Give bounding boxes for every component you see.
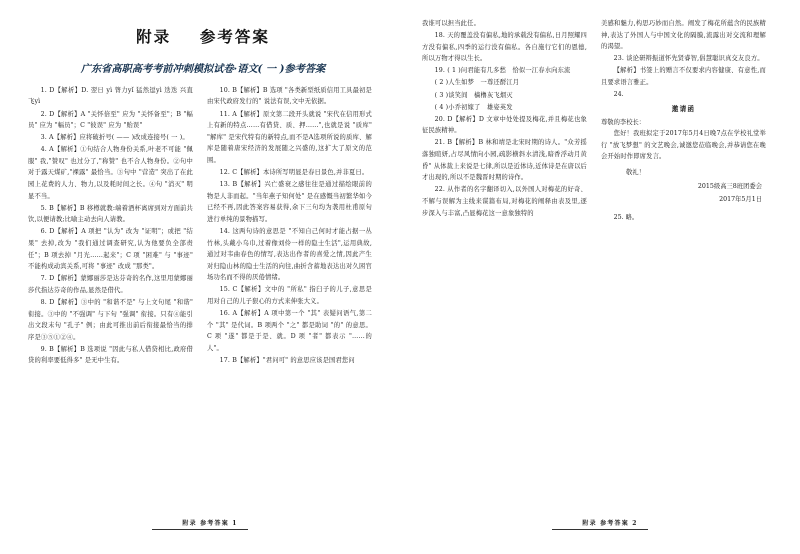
page-1-column-1 — [28, 85, 193, 517]
answer-entry: 11. A【解析】原文第二段开头就说 "宋代在信用形式上有新的特点……有借贷、质、押……",也就是说 "质库" "解库" 是宋代特有的新特点,而不是A选项所说的质库、解库是随着唐宋经济的发展随之兴盛的,这扩大了原文的范围。 — [207, 110, 372, 164]
answer-entry: 美感和魅力,构思巧妙而自然。阐发了梅花所蕴含的民族精神,表达了外国人与中国文化的隔膜,流露出对交流和理解的渴望。 — [601, 20, 766, 51]
page-2-column-1 — [422, 18, 587, 470]
letter-question-number: 24. — [613, 91, 624, 99]
answer-entry: 18. 天的覆盖没有偏私,地的承载没有偏私,日月照耀四方没有偏私,四季的运行没有偏私。各自施行它们的恩德,所以万物才得以生长。 — [422, 32, 587, 63]
letter-signature-date: 2017年5月1日 — [719, 196, 762, 204]
answer-entry: 21. B【解析】B 林和靖是北宋时期的诗人。"众芳摇落独暄妍,占尽风情向小园,疏影横斜水清浅,暗香浮动月黄昏" 从体裁上来说是七律,所以是近体诗,近体诗是在唐以后才出现的,所以不是魏晋时期的诗作。 — [422, 139, 587, 182]
answer-entry: 6. D【解析】A 项把 "认为" 改为 "证明"；或把 "结果" 去掉,改为 "我们通过调查研究,认为他要负全部责任"；B 项去掉 "月光……起来"；C 项 "困难" 与 "事迹" 不能构成动宾关系,可将 "事迹" 改成 "那类"。 — [28, 228, 193, 271]
answer-entry: 3. A【解析】应将破折号( —— )改成连接号( 一 )。 — [40, 134, 189, 142]
letter-signature-org: 2015级高三8班团委会 — [697, 182, 762, 190]
answer-entry: 23. 谈论研辩振道怀先贤睿智,倡慧聪识真交友良方。 — [613, 55, 764, 63]
answer-entry: 【解析】书签上的赠言不仅要求内容健康、有意性,而且要求语言雅正。 — [601, 67, 766, 86]
answer-entry: 15. C【解析】文中的 "所私" 指臼子的儿子,意思是用对自己的儿子狠心的方式来伸张大义。 — [207, 286, 372, 306]
answer-entry: 5. B【解析】B 移樽就教:端着酒杯离席到对方面前共饮,以便请教;比喻主动去向人请教。 — [28, 204, 193, 224]
answer-entry: 25. 略。 — [613, 213, 639, 221]
letter-body: 您好！我班拟定于2017年5月4日晚7点在学校礼堂举行 "放飞梦想" 的文艺晚会,诚邀您莅临晚会,并恭请您在晚会开始时作即席发言。 — [601, 130, 766, 161]
page-2-column-2 — [601, 18, 766, 470]
invitation-letter-block — [601, 89, 766, 206]
answer-entry: 8. D【解析】③中的 "和谐不是" 与上文句尾 "和谐" 衔接。③中的 "不强调" 与下句 "强调" 衔接。只有④能引出文段末句 "孔子" 例；由此可推出前后衔接最恰当的排序是③⑤①②④。 — [28, 299, 193, 341]
page-1-column-2 — [207, 85, 372, 517]
answer-entry: 13. B【解析】兴亡盛衰之感往往是通过描绘眼前的物是人非而起。"当年燕子知何处" 是在感慨当初繁华如今已经不再,因此答案容易获得,余下三句均为袭用杜甫原句进行单纯的景物描写。 — [207, 181, 372, 223]
letter-salutation: 尊敬的李校长： — [601, 118, 646, 126]
letter-title: 邀请函 — [671, 104, 696, 113]
answer-entry: 4. A【解析】①句结合人物身份关系,叶老不可能 "佩服" 我,"赞叹" 也过分了,"称赞" 也不合人物身份。②句中对于露天煤矿,"裸露" 最恰当。③句中 "营造" 突出了在此园上花费的人力、物力,以及耗时间之长。④句 "消灭" 明显不当。 — [28, 146, 193, 200]
footer-label: 附录 参考答案 1 — [152, 519, 247, 530]
title-sub-text: 参考答案 — [199, 27, 270, 46]
answer-entry: ( 3 )谈笑间 樯橹灰飞烟灭 — [434, 91, 513, 99]
answer-entry: 16. A【解析】A 项中第一个 "其" 表疑问语气,第二个 "其" 是代词。B 项两个 "之" 都是助词 "的" 的意思。C 项 "遂" 都是于是、就。D 项 "者" 都表示 "……的人"。 — [207, 310, 372, 352]
page-2-footer — [400, 510, 800, 530]
page-2 — [400, 0, 800, 554]
answer-entry: ( 2 )人生如梦 一尊还酹江月 — [434, 79, 520, 87]
answer-entry: 1. D【解析】D. 翌日 yì 膂力yǐ 猛然逗yì 迭迭 兴直飞yì — [28, 86, 193, 106]
document-subtitle: 广东省高职高考考前冲刺模拟试卷·语文( 一 )参考答案 — [80, 62, 326, 75]
answer-entry: ( 4 )小乔初嫁了 雄姿英发 — [434, 103, 513, 111]
page-title — [28, 28, 378, 47]
answer-entry: 19. ( 1 )问君能有几多愁 恰似一江春水向东流 — [434, 67, 571, 75]
title-main-text: 附录 — [136, 27, 172, 46]
answer-entry: 2. D【解析】A "关怀倍至" 应为 "关怀备至"；B "幅员" 应为 "幅员"；C "彼误" 应为 "贻误" — [28, 110, 193, 130]
answer-entry: 14. 这两句诗的意思是 "不知自己何时才能占据一丛竹林,头戴小乌巾,过着像刘伶一样的隐士生活",运用典故,通过对韦曲春色的情写,表达出作者的喜爱之情,因此产生对归隐山林的隐士生活的向往,曲折含蓄地表达出对久困官场功名而不得的厌倦情绪。 — [207, 227, 372, 282]
answer-entry: 9. B【解析】B 选项说 "因此与私人借贷相比,政府借贷的利率要低得多" 是无中生有。 — [28, 345, 193, 365]
answer-entry: 20. D【解析】D 文章中处处提及梅花,并且梅花也象征民族精神。 — [422, 115, 587, 135]
letter-closing: 敬礼！ — [626, 169, 645, 177]
answer-entry: 22. 从作者的名字翻译切入,以外国人对梅花的好奇、不解与误解为主线来谋篇布局,对梅花的阐释由表及里,逐步深入与丰富,凸显梅花这一意象独特的 — [422, 186, 587, 217]
answer-entry: 7. D【解析】蒙娜丽莎是达芬奇的名作,这里用蒙娜丽莎代指达芬奇的作品,显然是借代。 — [28, 275, 193, 294]
answer-entry: 12. C【解析】本诗所写明显是春日景色,并非夏日。 — [219, 168, 369, 176]
page-2-columns — [422, 18, 772, 470]
answer-entry: 10. B【解析】B 选项 "各类新型纸质信用工具最初是由宋代政府发行的" 说法有误,文中无依据。 — [207, 86, 372, 106]
answer-entry: 17. B【解析】"君问可" 的意思应该是国君您问 — [219, 356, 355, 364]
footer-label: 附录 参考答案 2 — [552, 519, 647, 530]
page-1-columns — [28, 85, 378, 517]
answer-entry: 我谁可以担当此任。 — [422, 20, 481, 27]
